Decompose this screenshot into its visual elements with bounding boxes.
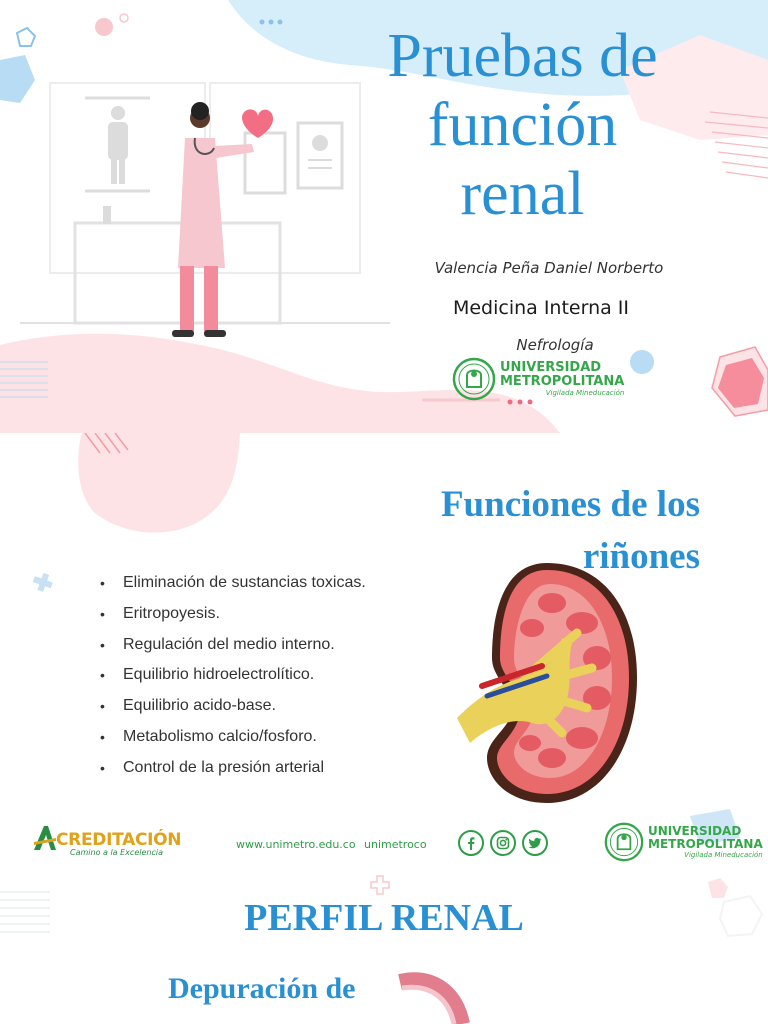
university-tagline: Vigilada Mineducación	[684, 850, 763, 859]
course-name: Medicina Interna II	[452, 297, 630, 319]
website-link[interactable]: www.unimetro.edu.co	[236, 838, 356, 851]
university-seal-icon	[604, 822, 644, 862]
university-seal-icon	[452, 357, 496, 401]
university-name-line1: UNIVERSIDAD	[500, 360, 602, 376]
title-slide	[0, 0, 768, 433]
list-item: • Eritropoyesis.	[100, 604, 440, 635]
renal-profile-slide	[0, 870, 768, 1024]
pink-ring	[120, 14, 128, 22]
functions-list	[100, 573, 440, 789]
social-handle: unimetroco	[364, 838, 427, 851]
list-item: • Control de la presión arterial	[100, 758, 440, 789]
department-name: Nefrología	[516, 336, 594, 354]
twitter-icon[interactable]	[522, 830, 548, 856]
section-subtitle: Depuración de	[168, 972, 356, 1005]
doctor-illustration	[20, 78, 400, 353]
instagram-icon[interactable]	[490, 830, 516, 856]
presentation-title	[350, 22, 695, 229]
university-logo	[452, 357, 624, 401]
kidney-image	[452, 558, 642, 808]
list-item: • Equilibrio acido-base.	[100, 696, 440, 727]
university-tagline: Vigilada Mineducación	[545, 388, 625, 397]
list-item: • Metabolismo calcio/fosforo.	[100, 727, 440, 758]
title-line: riñones	[582, 536, 700, 577]
pink-plus-icon	[371, 876, 389, 894]
title-line: función	[427, 91, 618, 159]
list-item: • Equilibrio hidroelectrolítico.	[100, 665, 440, 696]
outline-pentagon	[17, 28, 35, 46]
accreditation-logo	[34, 826, 181, 857]
footer-university-logo	[604, 822, 763, 862]
facebook-icon[interactable]	[458, 830, 484, 856]
university-name-line2: METROPOLITANA	[648, 837, 763, 851]
pink-blob	[78, 433, 240, 533]
title-line: Pruebas de	[387, 22, 658, 90]
pink-small-hexagon	[708, 878, 728, 898]
slide-footer	[0, 818, 768, 870]
university-name-line2: METROPOLITANA	[500, 374, 625, 389]
university-name-line1: UNIVERSIDAD	[648, 824, 742, 839]
accreditation-a-icon	[34, 826, 56, 850]
title-line: Funciones de los	[440, 484, 700, 525]
author-name: Valencia Peña Daniel Norberto	[434, 259, 664, 277]
section-title: PERFIL RENAL	[244, 897, 524, 939]
list-item: • Eliminación de sustancias toxicas.	[100, 573, 440, 604]
accreditation-slogan: Camino a la Excelencia	[70, 848, 163, 857]
list-item: • Regulación del medio interno.	[100, 635, 440, 666]
accreditation-text: CREDITACIÓN	[56, 830, 182, 850]
blue-plus-icon	[31, 571, 55, 594]
functions-slide	[0, 433, 768, 870]
title-line: renal	[460, 160, 585, 228]
pink-dot	[95, 18, 113, 36]
